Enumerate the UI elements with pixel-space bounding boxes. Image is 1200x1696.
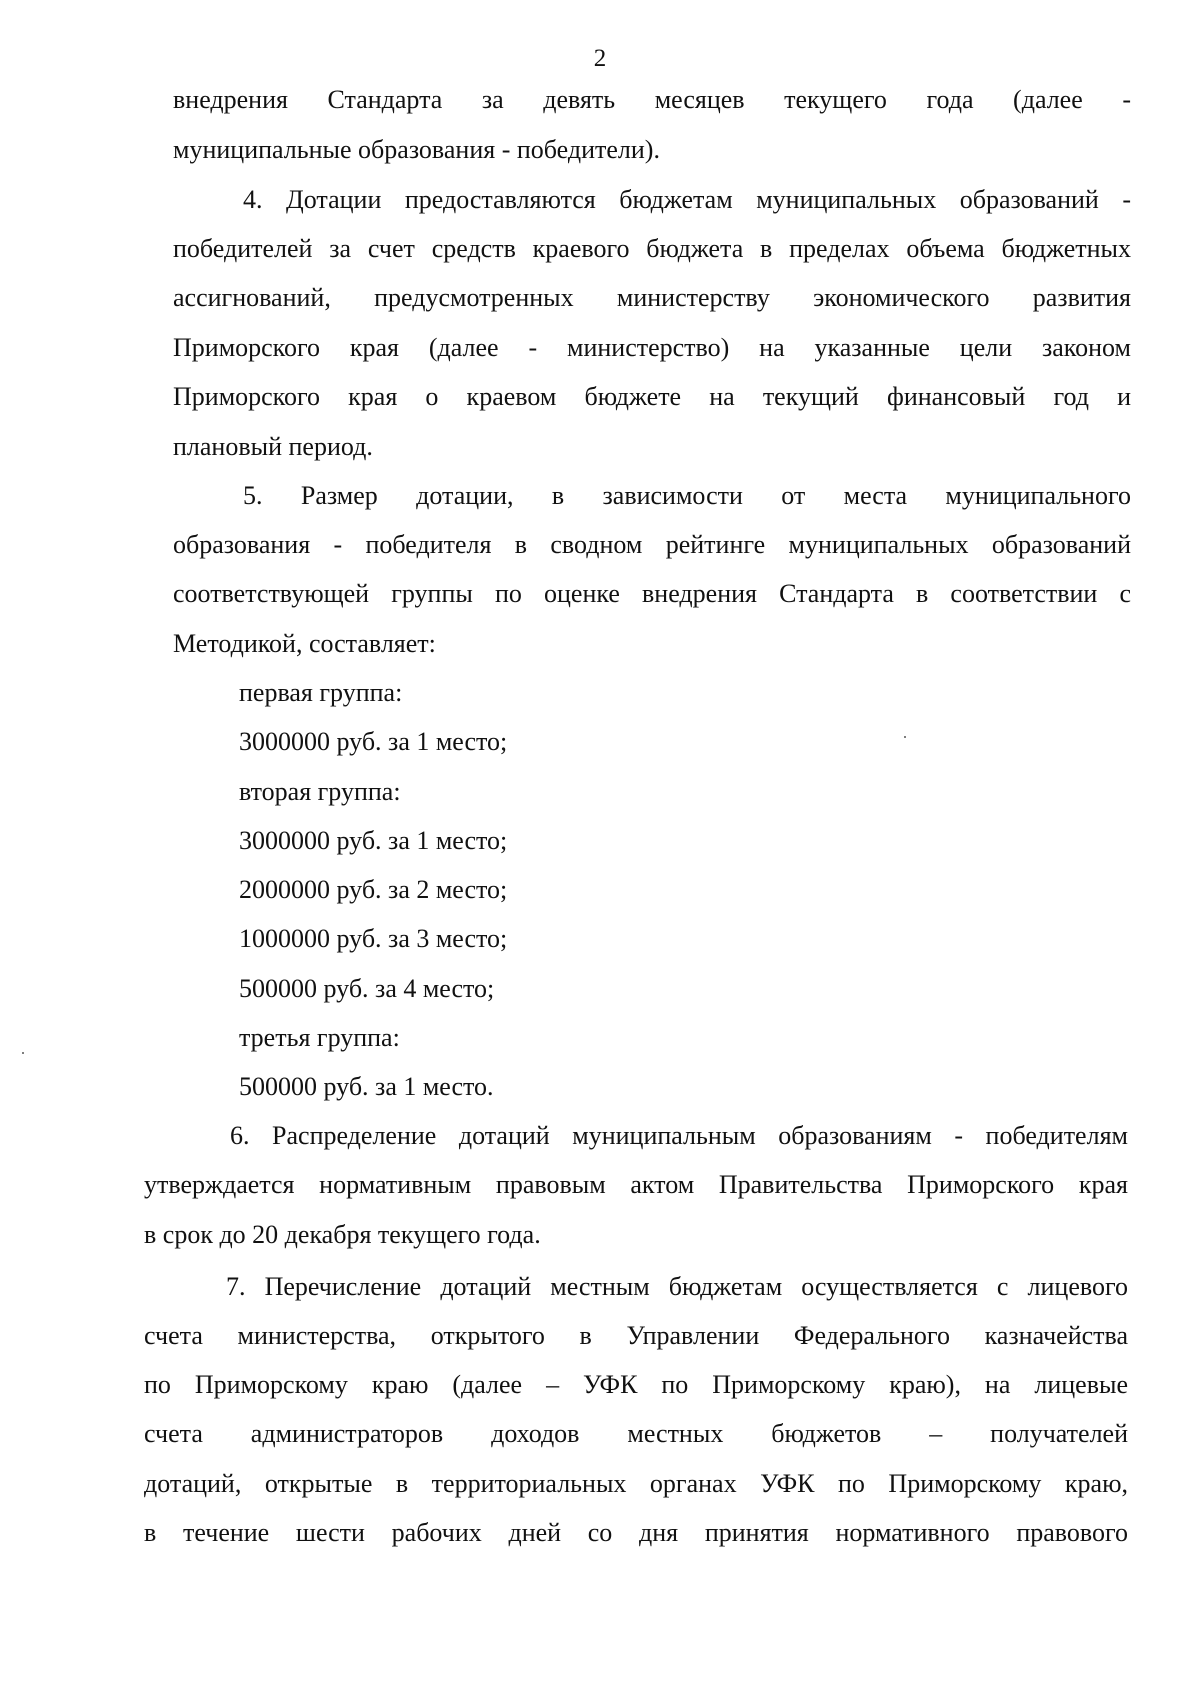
paragraph-7-start: 7. Перечисление дотаций местным бюджетам осуществляется с лицевого: [226, 1272, 1128, 1301]
text-line: счета министерства, открытого в Управлении Федерального казначейства: [144, 1321, 1128, 1350]
text-line: Приморского края о краевом бюджете на текущий финансовый год и: [173, 382, 1131, 411]
paragraph-4-start: 4. Дотации предоставляются бюджетам муниципальных образований -: [243, 185, 1131, 214]
text-line: в течение шести рабочих дней со дня принятия нормативного правового: [144, 1518, 1128, 1547]
amount-line: 500000 руб. за 1 место.: [239, 1072, 494, 1101]
text-line: муниципальные образования - победители).: [173, 135, 660, 164]
text-line: внедрения Стандарта за девять месяцев текущего года (далее -: [173, 85, 1131, 114]
text-line: победителей за счет средств краевого бюджета в пределах объема бюджетных: [173, 234, 1131, 263]
text-line: Приморского края (далее - министерство) на указанные цели законом: [173, 333, 1131, 362]
text-line: в срок до 20 декабря текущего года.: [144, 1220, 541, 1249]
text-line: образования - победителя в сводном рейтинге муниципальных образований: [173, 530, 1131, 559]
text-line: соответствующей группы по оценке внедрения Стандарта в соответствии с: [173, 579, 1131, 608]
amount-line: 3000000 руб. за 1 место;: [239, 727, 508, 756]
text-line: по Приморскому краю (далее – УФК по Приморскому краю), на лицевые: [144, 1370, 1128, 1399]
paragraph-6-start: 6. Распределение дотаций муниципальным образованиям - победителям: [230, 1121, 1128, 1150]
text-line: плановый период.: [173, 432, 373, 461]
scan-speck: [22, 1052, 24, 1054]
paragraph-5-start: 5. Размер дотации, в зависимости от места муниципального: [243, 481, 1131, 510]
amount-line: 500000 руб. за 4 место;: [239, 974, 495, 1003]
amount-line: 1000000 руб. за 3 место;: [239, 924, 508, 953]
group-heading: первая группа:: [239, 678, 403, 707]
text-line: счета администраторов доходов местных бюджетов – получателей: [144, 1419, 1128, 1448]
group-heading: вторая группа:: [239, 777, 401, 806]
amount-line: 2000000 руб. за 2 место;: [239, 875, 508, 904]
text-line: дотаций, открытые в территориальных органах УФК по Приморскому краю,: [144, 1469, 1128, 1498]
page-number: 2: [593, 45, 607, 72]
text-line: утверждается нормативным правовым актом Правительства Приморского края: [144, 1170, 1128, 1199]
text-line: ассигнований, предусмотренных министерству экономического развития: [173, 283, 1131, 312]
text-line: Методикой, составляет:: [173, 629, 436, 658]
group-heading: третья группа:: [239, 1023, 400, 1052]
amount-line: 3000000 руб. за 1 место;: [239, 826, 508, 855]
scan-speck: [904, 736, 906, 738]
